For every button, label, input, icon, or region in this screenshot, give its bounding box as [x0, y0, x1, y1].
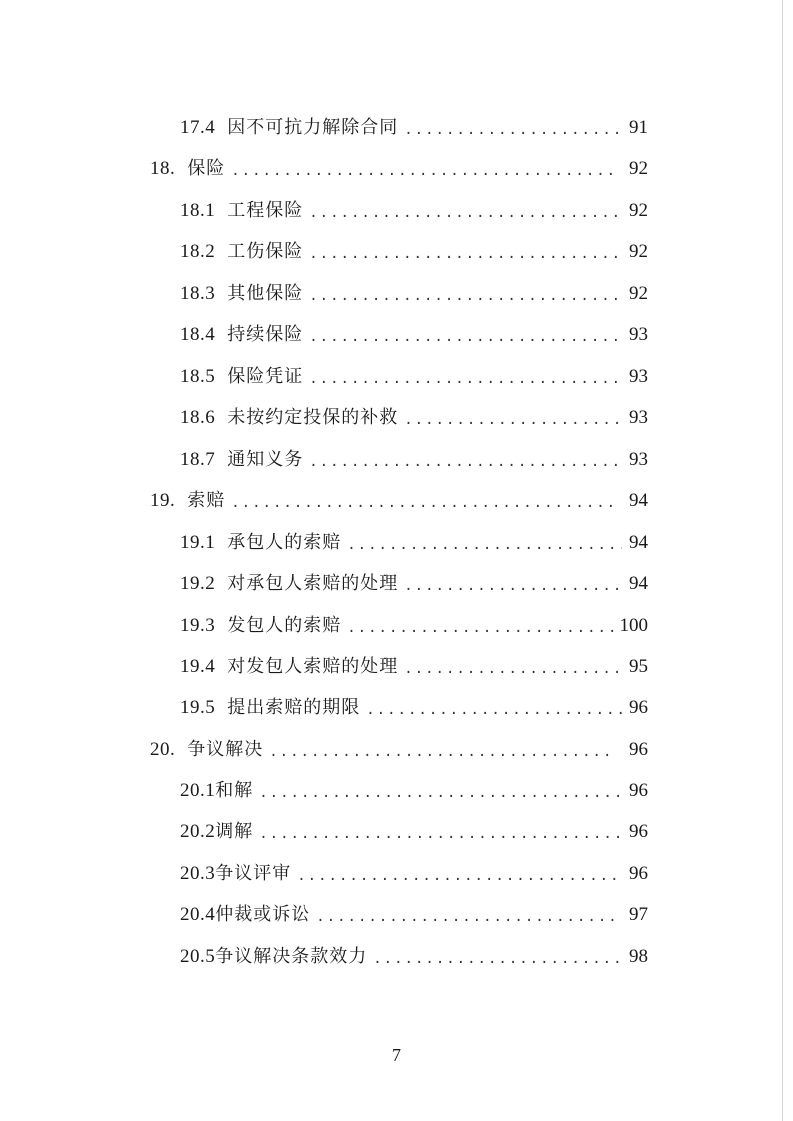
toc-entry-title: 保险 — [187, 158, 226, 179]
toc-entry-title: 承包人的索赔 — [227, 532, 342, 553]
toc-entry-number: 19.3 — [180, 615, 216, 636]
toc-entry-page: 94 — [629, 532, 648, 553]
toc-entry-18-6[interactable] — [180, 404, 648, 432]
toc-entry-page: 94 — [629, 573, 648, 594]
toc-entry-20[interactable] — [150, 736, 648, 764]
toc-entry-page: 94 — [629, 490, 648, 511]
toc-entry-19-4[interactable] — [180, 653, 648, 681]
toc-leader-dots — [366, 696, 622, 724]
toc-entry-page: 92 — [629, 241, 648, 262]
toc-entry-page: 92 — [629, 200, 648, 221]
toc-entry-number: 19.5 — [180, 697, 216, 718]
toc-entry-18-5[interactable] — [180, 363, 648, 391]
toc-leader-dots — [347, 531, 622, 559]
toc-entry-number: 19.1 — [180, 532, 216, 553]
toc-entry-number: 18. — [150, 158, 176, 179]
toc-leader-dots — [309, 323, 622, 351]
toc-leader-dots — [404, 655, 622, 683]
toc-entry-18-4[interactable] — [180, 321, 648, 349]
toc-entry-19-2[interactable] — [180, 570, 648, 598]
toc-entry-title: 其他保险 — [227, 283, 304, 304]
toc-entry-18-3[interactable] — [180, 280, 648, 308]
toc-entry-19-5[interactable] — [180, 694, 648, 722]
toc-entry-page: 92 — [629, 158, 648, 179]
toc-entry-20-3[interactable] — [180, 860, 648, 888]
toc-entry-title: 调解 — [215, 821, 254, 842]
toc-entry-title: 索赔 — [187, 490, 226, 511]
toc-entry-page: 93 — [629, 366, 648, 387]
toc-entry-title: 对承包人索赔的处理 — [227, 573, 399, 594]
toc-entry-number: 20.2 — [180, 821, 216, 842]
toc-entry-number: 20. — [150, 739, 176, 760]
toc-entry-18-1[interactable] — [180, 197, 648, 225]
toc-entry-page: 96 — [629, 821, 648, 842]
toc-entry-number: 19.4 — [180, 656, 216, 677]
toc-entry-17-4[interactable] — [180, 114, 648, 142]
toc-leader-dots — [347, 614, 615, 642]
toc-entry-number: 18.1 — [180, 200, 216, 221]
toc-entry-page: 98 — [629, 946, 648, 967]
toc-entry-page: 93 — [629, 449, 648, 470]
toc-entry-number: 17.4 — [180, 117, 216, 138]
toc-leader-dots — [404, 572, 622, 600]
toc-entry-number: 20.5 — [180, 946, 216, 967]
toc-entry-page: 92 — [629, 283, 648, 304]
toc-entry-number: 20.3 — [180, 863, 216, 884]
toc-entry-title: 保险凭证 — [227, 366, 304, 387]
toc-entry-page: 96 — [629, 780, 648, 801]
toc-entry-title: 提出索赔的期限 — [227, 697, 361, 718]
toc-entry-title: 争议解决条款效力 — [215, 946, 368, 967]
toc-entry-title: 发包人的索赔 — [227, 615, 342, 636]
toc-entry-page: 95 — [629, 656, 648, 677]
toc-entry-number: 18.4 — [180, 324, 216, 345]
toc-entry-19[interactable] — [150, 487, 648, 515]
toc-entry-title: 因不可抗力解除合同 — [227, 117, 399, 138]
toc-leader-dots — [259, 779, 622, 807]
toc-entry-page: 96 — [629, 863, 648, 884]
toc-leader-dots — [309, 282, 622, 310]
toc-entry-title: 持续保险 — [227, 324, 304, 345]
toc-entry-18[interactable] — [150, 155, 648, 183]
toc-entry-title: 对发包人索赔的处理 — [227, 656, 399, 677]
toc-leader-dots — [309, 448, 622, 476]
toc-entry-page: 97 — [629, 904, 648, 925]
toc-entry-page: 93 — [629, 324, 648, 345]
toc-entry-number: 19.2 — [180, 573, 216, 594]
toc-entry-18-2[interactable] — [180, 238, 648, 266]
toc-entry-title: 争议解决 — [187, 739, 264, 760]
toc-entry-number: 20.4 — [180, 904, 216, 925]
toc-entry-title: 仲裁或诉讼 — [215, 904, 311, 925]
toc-entry-title: 通知义务 — [227, 449, 304, 470]
page-number: 7 — [392, 1045, 401, 1065]
toc-entry-18-7[interactable] — [180, 446, 648, 474]
toc-entry-title: 工伤保险 — [227, 241, 304, 262]
toc-entry-title: 工程保险 — [227, 200, 304, 221]
toc-entry-number: 18.7 — [180, 449, 216, 470]
toc-entry-page: 100 — [619, 615, 648, 636]
toc-entry-title: 争议评审 — [215, 863, 292, 884]
toc-entry-page: 96 — [629, 739, 648, 760]
toc-entry-page: 96 — [629, 697, 648, 718]
toc-entry-20-2[interactable] — [180, 818, 648, 846]
toc-entry-20-4[interactable] — [180, 901, 648, 929]
toc-leader-dots — [297, 862, 622, 890]
toc-entry-19-1[interactable] — [180, 529, 648, 557]
toc-leader-dots — [309, 240, 622, 268]
toc-leader-dots — [309, 199, 622, 227]
toc-entry-title: 未按约定投保的补救 — [227, 407, 399, 428]
toc-leader-dots — [231, 489, 612, 517]
toc-entry-number: 18.2 — [180, 241, 216, 262]
toc-leader-dots — [231, 157, 612, 185]
toc-entry-number: 20.1 — [180, 780, 216, 801]
toc-entry-number: 18.5 — [180, 366, 216, 387]
toc-entry-page: 93 — [629, 407, 648, 428]
toc-entry-number: 18.6 — [180, 407, 216, 428]
toc-entry-number: 18.3 — [180, 283, 216, 304]
toc-leader-dots — [404, 406, 622, 434]
toc-leader-dots — [316, 903, 622, 931]
toc-leader-dots — [259, 820, 622, 848]
toc-entry-20-1[interactable] — [180, 777, 648, 805]
toc-leader-dots — [373, 945, 622, 973]
toc-entry-number: 19. — [150, 490, 176, 511]
toc-leader-dots — [269, 738, 612, 766]
toc-entry-19-3[interactable] — [180, 612, 648, 640]
toc-entry-title: 和解 — [215, 780, 254, 801]
toc-leader-dots — [309, 365, 622, 393]
toc-entry-20-5[interactable] — [180, 943, 648, 971]
toc-leader-dots — [404, 116, 622, 144]
toc-entry-page: 91 — [629, 117, 648, 138]
